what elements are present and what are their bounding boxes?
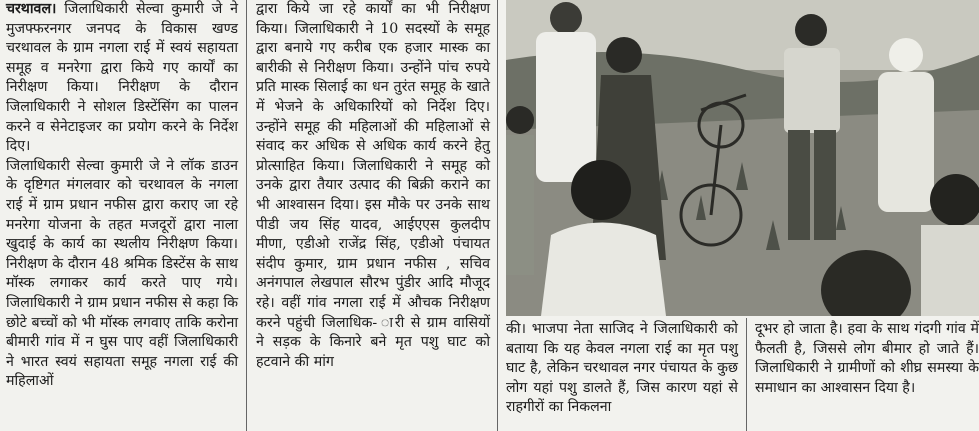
news-photo: [506, 0, 979, 316]
article-column-1: [6, 0, 238, 392]
column-2-text: द्वारा किये जा रहे कार्यों का भी निरीक्षण किया। जिलाधिकारी ने 10 सदस्यों के समूह द्वारा बनाये गए करीब एक हजार मास्क का बारीकी से निरीक्षण किया। उन्होंने पांच रुपये प्रति मास्क सिलाई का धन तुरंत समूह के खाते में भेजने के अधिकारियों को निर्देश दिए। उन्होंने समूह की महिलाओं की महिलाओं से संवाद कर अधिक से अधिक कार्य करने हेतु प्रोत्साहित किया। जिलाधिकारी ने समूह को उनके द्वारा तैयार उत्पाद की बिक्री कराने का भी आश्वासन दिया। इस मौके पर उनके साथ पीडी जय सिंह यादव, आईएएस कुलदीप मीणा, एडीओ राजेंद्र सिंह, एडीओ पंचायत संदीप कुमार, ग्राम प्रधान नफीस , सचिव अनंगपाल लेखपाल सौरभ पुंडीर आदि मौजूद रहे। वहीं गांव नगला राई में औचक निरीक्षण करने पहुंची जिलाधिक- ारी से ग्राम वासियों ने सड़क के किनारे बने मृत पशु घाट को हटवाने की मांग: [256, 1, 490, 370]
paragraph-1-text: जिलाधिकारी सेल्वा कुमारी जे ने मुजफ्फरनगर जनपद के विकास खण्ड चरथावल के ग्राम नगला राई में स्वयं सहायता समूह व मनरेगा द्वारा किये गए कार्यों का निरीक्षण किया। निरीक्षण के दौरान जिलाधिकारी ने सोशल डिस्टेंसिंग का पालन करने व सेनेटाइजर का प्रयोग करने के निर्देश दिए।: [6, 1, 238, 155]
article-paragraph-1: [6, 0, 238, 157]
column-3-text: की। भाजपा नेता साजिद ने जिलाधिकारी को बताया कि यह केवल नगला राई का मृत पशु घाट है, लेकिन चरथावल नगर पंचायत के कुछ लोग यहां पशु डालते हैं, जिस कारण यहां से राहगीरों का निकलना: [506, 321, 738, 416]
column-rule: [246, 0, 247, 431]
article-column-4: [755, 320, 979, 398]
column-rule: [497, 0, 498, 431]
column-rule: [746, 318, 747, 431]
article-paragraph-2: जिलाधिकारी सेल्वा कुमारी जे ने लॉक डाउन के दृष्टिगत मंगलवार को चरथावल के नगला राई में ग्राम प्रधान नफीस द्वारा कराए जा रहे मनरेगा योजना के तहत मजदूरों द्वारा नाला खुदाई के कार्य का स्थलीय निरीक्षण किया। निरीक्षण के दौरान 48 श्रमिक डिस्टेंस के साथ मॉस्क लगाकर कार्य करते पाए गये। जिलाधिकारी ने ग्राम प्रधान नफीस से कहा कि छोटे बच्चों को भी मॉस्क लगवाए ताकि करोना बीमारी गांव में न घुस पाए वहीं जिलाधिकारी ने भारत स्वयं सहायता समूह नगला राई की महिलाओं: [6, 157, 238, 390]
article-column-2: [256, 0, 490, 372]
article-column-3: [506, 320, 738, 418]
dateline: चरथावल।: [6, 1, 57, 17]
column-4-text: दूभर हो जाता है। हवा के साथ गंदगी गांव में फैलती है, जिससे लोग बीमार हो जाते हैं। जिलाधिकारी ने ग्रामीणों को शीघ्र समस्या के समाधान का आश्वासन दिया है।: [755, 321, 979, 396]
